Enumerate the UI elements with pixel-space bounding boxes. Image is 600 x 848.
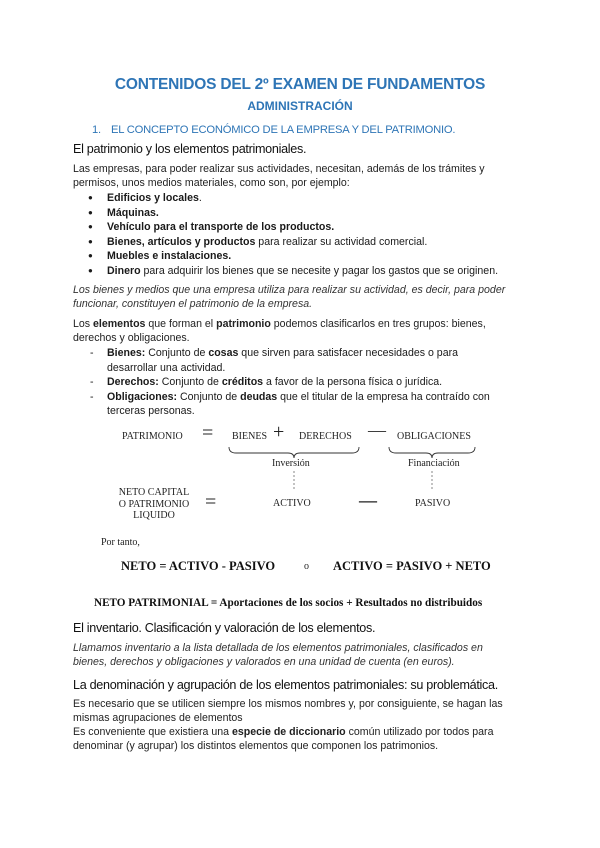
diagram-pasivo: PASIVO xyxy=(415,498,451,509)
formula-neto-patrimonial: NETO PATRIMONIAL = Aportaciones de los socios + Resultados no distribuidos xyxy=(94,597,483,609)
diagram-plus: + xyxy=(273,421,285,443)
neto-line: LIQUIDO xyxy=(133,510,175,521)
diagram-equals-2: = xyxy=(205,491,217,513)
inventario-heading: El inventario. Clasificación y valoración de los elementos. xyxy=(73,621,376,635)
section-title: EL CONCEPTO ECONÓMICO DE LA EMPRESA Y DEL PATRIMONIO. xyxy=(110,124,456,136)
denominacion-line: Es necesario que se utilicen siempre los mismos nombres y, por consiguiente, se hagan las xyxy=(73,698,503,710)
intro-line: Las empresas, para poder realizar sus actividades, necesitan, además de los trámites y xyxy=(73,163,485,175)
formula-or: o xyxy=(304,561,309,572)
document-subtitle: ADMINISTRACIÓN xyxy=(247,99,353,113)
denominacion-line: Es conveniente que existiera una especie de diccionario común utilizado por todos para xyxy=(73,726,494,738)
denominacion-line: denominar (y agrupar) los distintos elementos que componen los patrimonios. xyxy=(73,740,439,752)
neto-line: NETO CAPITAL xyxy=(118,487,190,498)
diagram-inversion: Inversión xyxy=(272,458,310,469)
section-number: 1. xyxy=(92,124,101,136)
diagram-minus-2: — xyxy=(359,490,377,510)
denominacion-heading: La denominación y agrupación de los elementos patrimoniales: su problemática. xyxy=(73,678,498,692)
list-item: ● Edificios y locales. xyxy=(73,191,543,206)
formula-neto: NETO = ACTIVO - PASIVO xyxy=(121,559,276,573)
inventario-line: Llamamos inventario a la lista detallada de los elementos patrimoniales, clasificados en xyxy=(73,642,483,654)
diagram-equals: = xyxy=(202,422,214,444)
list-item: ● Máquinas. xyxy=(73,206,543,221)
diagram-obligaciones: OBLIGACIONES xyxy=(397,431,471,442)
list-item: - Bienes: Conjunto de cosas que sirven para satisfacer necesidades o para desarrollar una actividad. xyxy=(73,346,543,375)
diagram-patrimonio: PATRIMONIO xyxy=(122,431,183,442)
elements-line: derechos y obligaciones. xyxy=(73,332,190,344)
inventario-line: bienes, derechos y obligaciones y valorados en una unidad de cuenta (en euros). xyxy=(73,656,455,668)
list-item: ● Dinero para adquirir los bienes que se necesite y pagar los gastos que se originen. xyxy=(73,264,543,279)
list-item: - Obligaciones: Conjunto de deudas que el titular de la empresa ha contraído con terceras personas. xyxy=(73,390,543,419)
list-item: ● Bienes, artículos y productos para realizar su actividad comercial. xyxy=(73,235,543,250)
por-tanto: Por tanto, xyxy=(101,537,140,548)
diagram-neto xyxy=(117,487,191,522)
document-title: CONTENIDOS DEL 2º EXAMEN DE FUNDAMENTOS xyxy=(114,76,486,93)
definition-line: Los bienes y medios que una empresa utiliza para realizar su actividad, es decir, para poder xyxy=(73,284,506,296)
elements-line: Los elementos que forman el patrimonio podemos clasificarlos en tres grupos: bienes, xyxy=(73,318,486,330)
diagram-bienes: BIENES xyxy=(232,431,267,442)
list-item: - Derechos: Conjunto de créditos a favor de la persona física o jurídica. xyxy=(73,375,543,390)
neto-line: O PATRIMONIO xyxy=(118,498,190,510)
inventario-paragraph xyxy=(73,641,543,669)
diagram-minus: — xyxy=(368,420,386,440)
diagram-activo: ACTIVO xyxy=(273,498,311,509)
list-item: ● Vehículo para el transporte de los productos. xyxy=(73,220,543,235)
list-item: ● Muebles e instalaciones. xyxy=(73,249,543,264)
financiacion-brace xyxy=(389,447,475,458)
denominacion-paragraph xyxy=(73,697,543,753)
formula-activo: ACTIVO = PASIVO + NETO xyxy=(333,559,491,573)
definition-line: funcionar, constituyen el patrimonio de la empresa. xyxy=(73,298,313,310)
patrimonio-heading: El patrimonio y los elementos patrimoniales. xyxy=(73,142,307,156)
denominacion-line: mismas agrupaciones de elementos xyxy=(73,712,243,724)
diagram-financiacion: Financiación xyxy=(408,458,460,469)
diagram-derechos: DERECHOS xyxy=(299,431,352,442)
inversion-brace xyxy=(229,447,359,458)
intro-line: permisos, unos medios materiales, como son, por ejemplo: xyxy=(73,177,350,189)
